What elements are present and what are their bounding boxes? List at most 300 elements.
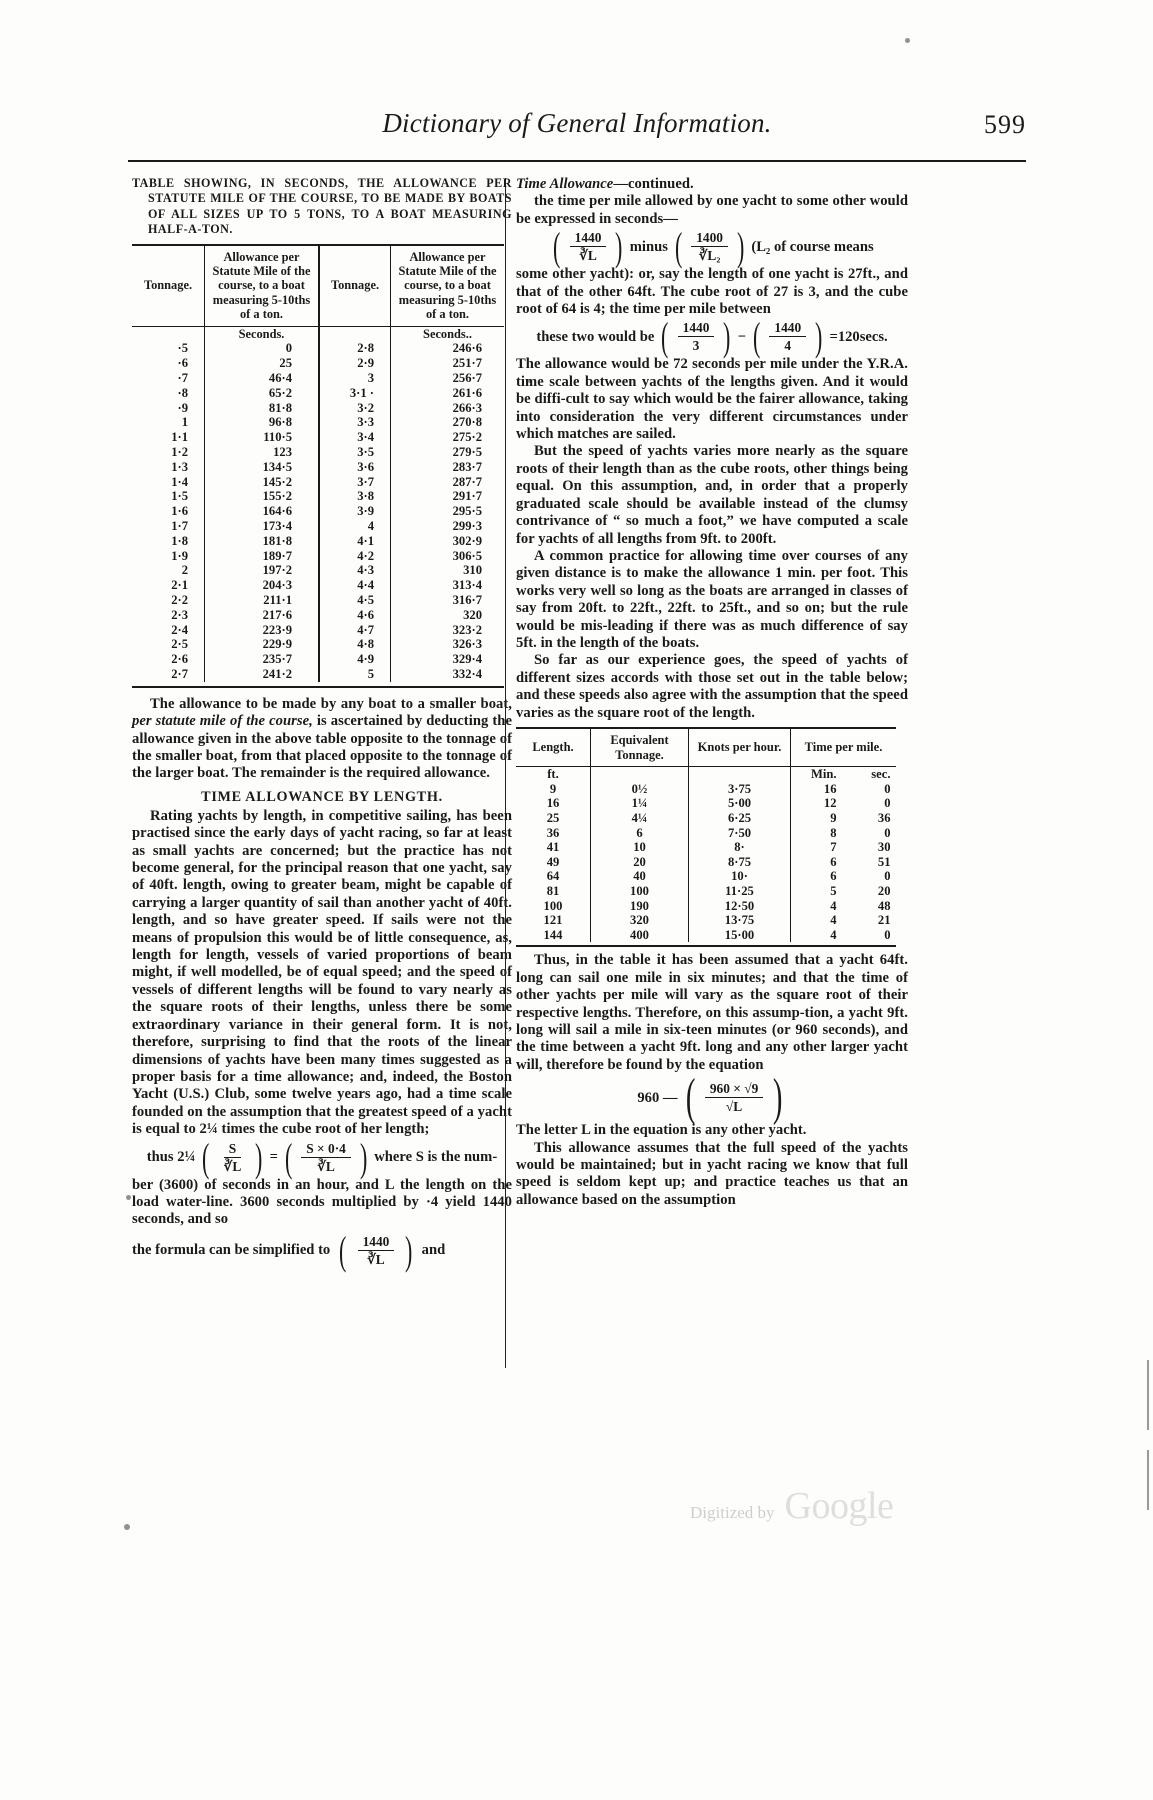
cell-tonnage-left: 1·1 — [171, 430, 188, 445]
speed-table-rule-bottom — [516, 945, 896, 947]
cell-time-minutes: 6 — [830, 854, 837, 869]
cell-tonnage-left: ·5 — [177, 341, 188, 356]
formula-cube-root-scale — [132, 1134, 512, 1180]
paragraph-time-per-mile-intro: the time per mile allowed by one yacht to some other would be expressed in seconds— — [516, 193, 908, 227]
cell-time-per-mile — [790, 913, 896, 928]
formula-tail-note: (L₂ of course means — [751, 238, 874, 255]
digitized-watermark — [690, 1484, 893, 1528]
fraction-denominator-6: 3 — [692, 338, 700, 354]
formula-simplified — [132, 1227, 512, 1273]
fraction-s-over-cbrt-l — [217, 1142, 248, 1174]
cell-allowance-right: 326·3 — [390, 637, 504, 652]
formula3-lead: 960 — — [637, 1089, 678, 1106]
cell-length: 144 — [543, 927, 563, 942]
fraction-numerator: S — [224, 1142, 241, 1158]
fraction-denominator-2: ∛L — [317, 1158, 335, 1174]
cell-time-per-mile — [790, 811, 896, 826]
cell-tonnage-left: 2·2 — [171, 593, 188, 607]
right-column — [516, 176, 908, 1209]
cell-allowance-right: 283·7 — [390, 460, 504, 475]
cell-time-seconds: 30 — [877, 840, 891, 855]
cell-allowance-left: 46·4 — [204, 371, 318, 386]
unit-seconds: sec. — [871, 767, 891, 782]
cell-allowance-right: 310 — [390, 563, 504, 578]
paren-close-icon-6: ) — [723, 314, 731, 360]
scan-artifact — [124, 1524, 130, 1530]
cell-knots: 7·50 — [688, 826, 790, 841]
table-row — [132, 356, 504, 371]
allowance-table-header-row — [132, 246, 504, 327]
cell-length: 81 — [546, 883, 560, 898]
formula-example-prefix: these two would be — [536, 328, 655, 345]
cell-knots: 8· — [688, 840, 790, 855]
formula-prefix: thus 2¼ — [146, 1149, 196, 1166]
unit-min-sec — [790, 767, 896, 782]
cell-time-per-mile — [790, 884, 896, 899]
cell-tonnage-right: 4·7 — [318, 623, 390, 638]
cell-allowance-right: 323·2 — [390, 623, 504, 638]
formula2-suffix: and — [421, 1242, 446, 1259]
units-seconds-left: Seconds. — [204, 327, 318, 342]
table-row — [132, 549, 504, 564]
cell-time-minutes: 9 — [830, 810, 837, 825]
cell-allowance-left: 217·6 — [204, 608, 318, 623]
table-row — [132, 475, 504, 490]
cell-tonnage-left: ·6 — [177, 356, 188, 371]
unit-feet: ft. — [547, 767, 559, 782]
cell-allowance-left: 25 — [204, 356, 318, 371]
cell-allowance-left: 155·2 — [204, 489, 318, 504]
cell-allowance-right: 246·6 — [390, 341, 504, 356]
table-row — [132, 430, 504, 445]
col-header-allowance-2: Allowance per Statute Mile of the course, to a boat measuring 5-10ths of a ton. — [390, 246, 504, 326]
fraction-s04-over-cbrt-l — [299, 1142, 353, 1174]
col-header-tonnage-2: Tonnage. — [318, 246, 390, 326]
cell-length: 121 — [543, 913, 563, 928]
cell-allowance-left: 110·5 — [204, 430, 318, 445]
cell-allowance-right: 291·7 — [390, 489, 504, 504]
fraction-1400-over-cbrt-l2 — [689, 231, 730, 263]
cell-allowance-left: 0 — [204, 341, 318, 356]
continued-heading-suffix: —continued. — [613, 176, 694, 192]
cell-tonnage-right: 3·5 — [318, 445, 390, 460]
table-row — [516, 913, 896, 928]
cell-knots: 11·25 — [688, 884, 790, 899]
para-part-a: The allowance to be made by any boat to a smaller boat, — [150, 695, 512, 712]
para-part-b: is ascertained by deducting the allowance given in the above table opposite to the tonnage of the smaller boat, from that placed opposite to the tonnage of the larger boat. The remainder is the required allowance. — [132, 713, 512, 782]
cell-time-per-mile — [790, 855, 896, 870]
speed-table — [516, 727, 896, 947]
paren-close-icon-8: ) — [773, 1069, 783, 1127]
table-row — [516, 899, 896, 914]
cell-tonnage-right: 4·1 — [318, 534, 390, 549]
col-header-time-per-mile: Time per mile. — [790, 729, 896, 766]
paragraph-letter-l: The letter L in the equation is any other yacht. — [516, 1122, 807, 1139]
table-row — [132, 652, 504, 667]
speed-table-units-row — [516, 767, 896, 782]
cell-allowance-right: 332·4 — [390, 667, 504, 682]
cell-time-minutes: 16 — [823, 781, 837, 796]
cell-knots: 15·00 — [688, 928, 790, 943]
table-row — [516, 796, 896, 811]
table-row — [516, 928, 896, 943]
cell-tonnage-right: 4·8 — [318, 637, 390, 652]
units-blank-1 — [132, 327, 204, 342]
cell-time-minutes: 4 — [830, 927, 837, 942]
paren-open-icon: ( — [202, 1134, 210, 1180]
table-row — [132, 578, 504, 593]
paragraph-square-roots: But the speed of yachts varies more nearly as the square roots of their length than as the cube roots, other things being equal. On this assumption, and, in order that a properly graduated scale should be available instead of the clumsy contrivance of “ so much a foot,” we have computed a scale for yachts of all lengths from 9ft. to 200ft. — [516, 443, 908, 547]
cell-tonnage-right: 4·6 — [318, 608, 390, 623]
cell-allowance-right: 266·3 — [390, 401, 504, 416]
paren-open-icon-2: ( — [284, 1134, 293, 1180]
cell-allowance-right: 270·8 — [390, 415, 504, 430]
cell-knots: 8·75 — [688, 855, 790, 870]
cell-allowance-left: 204·3 — [204, 578, 318, 593]
continued-heading — [516, 176, 908, 193]
formula2-prefix: the formula can be simplified to — [132, 1242, 331, 1259]
fraction-numerator-2: S × 0·4 — [301, 1142, 351, 1158]
cell-length: 16 — [546, 796, 560, 811]
cell-time-per-mile — [790, 899, 896, 914]
col-header-tonnage-1: Tonnage. — [143, 278, 193, 293]
cell-tonnage-right: 5 — [318, 667, 390, 682]
paragraph-allowance-explanation — [132, 696, 512, 783]
cell-allowance-left: 81·8 — [204, 401, 318, 416]
unit-minutes: Min. — [810, 767, 837, 782]
cell-time-seconds: 0 — [884, 927, 891, 942]
cell-tonnage-left: 2·4 — [171, 622, 188, 637]
cell-tonnage-left: 1·6 — [171, 504, 188, 519]
cell-allowance-right: 299·3 — [390, 519, 504, 534]
running-head — [128, 108, 1026, 139]
allowance-table — [132, 244, 504, 688]
table-caption: TABLE SHOWING, IN SECONDS, THE ALLOWANCE PER STATUTE MILE OF THE COURSE, TO BE MADE BY BOATS OF ALL SIZES UP TO 5 TONS, TO A BOAT MEASURING HALF-A-TON. — [132, 176, 512, 237]
table-row — [516, 855, 896, 870]
watermark-prefix: Digitized by — [690, 1503, 775, 1522]
cell-tonnage-right: 4·4 — [318, 578, 390, 593]
cell-tonnage: 1¼ — [590, 796, 688, 811]
cell-allowance-left: 211·1 — [204, 593, 318, 608]
cell-time-seconds: 51 — [877, 854, 891, 869]
cell-time-seconds: 0 — [884, 781, 891, 796]
formula-result: =120secs. — [829, 328, 888, 345]
cell-time-minutes: 5 — [830, 883, 837, 898]
cell-allowance-right: 320 — [390, 608, 504, 623]
cell-knots: 12·50 — [688, 899, 790, 914]
paren-close-icon-2: ) — [359, 1134, 368, 1180]
cell-length: 9 — [549, 781, 557, 796]
cell-time-minutes: 7 — [830, 840, 837, 855]
continued-heading-title: Time Allowance — [516, 176, 614, 192]
cell-allowance-left: 123 — [204, 445, 318, 460]
table-row — [132, 371, 504, 386]
formula-suffix: where S is the num- — [374, 1149, 498, 1166]
cell-time-minutes: 4 — [830, 913, 837, 928]
cell-tonnage-right: 2·9 — [318, 356, 390, 371]
cell-tonnage: 0½ — [590, 782, 688, 797]
para-italic-phrase: per statute mile of the course, — [132, 713, 313, 730]
cell-allowance-right: 261·6 — [390, 386, 504, 401]
cell-tonnage-right: 3·7 — [318, 475, 390, 490]
fraction-denominator: ∛L — [223, 1158, 242, 1174]
table-row — [132, 489, 504, 504]
fraction-1440-over-4 — [767, 321, 808, 353]
paren-open-icon-6: ( — [661, 314, 669, 360]
cell-allowance-right: 287·7 — [390, 475, 504, 490]
cell-allowance-left: 235·7 — [204, 652, 318, 667]
fraction-numerator-5: 1400 — [691, 231, 728, 247]
table-row — [516, 840, 896, 855]
fraction-denominator-4: ∛L — [579, 248, 597, 264]
cell-time-seconds: 21 — [877, 913, 891, 928]
cell-knots: 13·75 — [688, 913, 790, 928]
equals-sign: = — [269, 1149, 278, 1166]
col-header-knots-per-hour: Knots per hour. — [688, 729, 790, 766]
cell-length: 64 — [546, 869, 560, 884]
header-divider — [128, 160, 1026, 162]
fraction-numerator-6: 1440 — [678, 321, 715, 337]
cell-length: 41 — [546, 840, 560, 855]
cell-time-minutes: 12 — [823, 796, 837, 811]
cell-tonnage-left: 1·4 — [171, 474, 188, 489]
table-row — [132, 504, 504, 519]
scan-artifact — [905, 38, 910, 43]
fraction-denominator-5: ∛L₂ — [698, 248, 721, 264]
cell-length: 49 — [546, 854, 560, 869]
cell-tonnage-right: 2·8 — [318, 341, 390, 356]
body-columns — [128, 176, 1026, 1376]
cell-tonnage-left: 1·5 — [171, 489, 188, 504]
cell-tonnage-right: 3·8 — [318, 489, 390, 504]
table-row — [132, 386, 504, 401]
cell-tonnage: 190 — [590, 899, 688, 914]
left-column — [132, 176, 512, 1273]
cell-allowance-right: 329·4 — [390, 652, 504, 667]
table-row — [132, 667, 504, 682]
formula-960-equation — [516, 1069, 908, 1127]
speed-table-header-row — [516, 727, 896, 767]
cell-time-seconds: 36 — [877, 810, 891, 825]
table-row — [516, 869, 896, 884]
cell-allowance-right: 313·4 — [390, 578, 504, 593]
cell-knots: 6·25 — [688, 811, 790, 826]
fraction-denominator-7: 4 — [784, 338, 792, 354]
cell-tonnage: 6 — [590, 826, 688, 841]
paren-close-icon-7: ) — [815, 314, 823, 360]
cell-time-seconds: 0 — [884, 796, 891, 811]
table-row — [132, 460, 504, 475]
fraction-numerator-3: 1440 — [358, 1235, 395, 1251]
cell-tonnage-right: 3 — [318, 371, 390, 386]
cell-tonnage-left: 1 — [181, 415, 188, 430]
cell-tonnage-right: 4·5 — [318, 593, 390, 608]
col-header-allowance-1: Allowance per Statute Mile of the course, to a boat measuring 5-10ths of a ton. — [204, 246, 318, 326]
fraction-numerator-8: 960 × √9 — [705, 1082, 763, 1098]
cell-tonnage-right: 3·6 — [318, 460, 390, 475]
fraction-numerator-7: 1440 — [769, 321, 806, 337]
paren-open-icon-4: ( — [553, 224, 561, 270]
paragraph-seconds-in-hour: ber (3600) of seconds in an hour, and L the length on the load water-line. 3600 seconds multiplied by ·4 yield 1440 seconds, and so — [132, 1176, 512, 1228]
page-number: 599 — [984, 110, 1026, 139]
cell-allowance-right: 279·5 — [390, 445, 504, 460]
cell-time-per-mile — [790, 782, 896, 797]
table-row — [132, 563, 504, 578]
cell-tonnage-right: 4·2 — [318, 549, 390, 564]
cell-allowance-right: 251·7 — [390, 356, 504, 371]
paren-open-icon-7: ( — [753, 314, 761, 360]
formula-yra-difference — [516, 224, 908, 270]
paren-close-icon: ) — [255, 1134, 263, 1180]
table-row — [516, 884, 896, 899]
cell-allowance-right: 306·5 — [390, 549, 504, 564]
cell-tonnage: 100 — [590, 884, 688, 899]
fraction-960sqrt9-over-sqrtl — [703, 1082, 765, 1114]
fraction-1440-over-cbrt-l-2 — [568, 231, 609, 263]
table-row — [132, 623, 504, 638]
table-row — [132, 445, 504, 460]
cell-allowance-right: 256·7 — [390, 371, 504, 386]
page-title: Dictionary of General Information. — [382, 108, 772, 138]
cell-time-minutes: 8 — [830, 825, 837, 840]
paragraph-rating-yachts: Rating yachts by length, in competitive sailing, has been practised since the early days of yacht racing, so far at least as small yachts are concerned; but the practice has not become general, for the principal reason that one yacht, say of 40ft. length, owing to greater beam, might be capable of carrying a larger quantity of sail than another yacht of 40ft. length, and so have greater speed. If sails were not the means of propulsion this would be of little consequence, as, length for length, vessels of varied proportions of beam might, if well modelled, be of equal speed; and the speed of vessels of different lengths will be found to vary nearly as the square roots of their lengths, unless there be some extraordinary variance in their general form. It is not, therefore, surprising to find that the roots of the linear dimensions of yachts have been many times suggested as a proper basis for a time allowance; and, indeed, the Boston Yacht (U.S.) Club, some twelve years ago, had a time scale founded on the assumption that the greatest speed of a yacht is equal to 2¼ times the cube root of her length; — [132, 807, 512, 1138]
cell-allowance-left: 189·7 — [204, 549, 318, 564]
cell-knots: 5·00 — [688, 796, 790, 811]
cell-time-per-mile — [790, 869, 896, 884]
cell-time-per-mile — [790, 826, 896, 841]
cell-knots: 10· — [688, 869, 790, 884]
cell-time-seconds: 0 — [884, 825, 891, 840]
cell-time-seconds: 0 — [884, 869, 891, 884]
table-row — [516, 826, 896, 841]
cell-allowance-left: 223·9 — [204, 623, 318, 638]
paren-open-icon-3: ( — [339, 1227, 347, 1273]
cell-knots: 3·75 — [688, 782, 790, 797]
table-row — [132, 593, 504, 608]
paragraph-yra-time-scale: The allowance would be 72 seconds per mile under the Y.R.A. time scale between yachts of the lengths given. And it would be diffi-cult to say which would be the fairer allowance, taking into consideration the very different circumstances under which matches are sailed. — [516, 356, 908, 443]
cell-allowance-left: 181·8 — [204, 534, 318, 549]
cell-allowance-left: 197·2 — [204, 563, 318, 578]
cell-tonnage-right: 3·9 — [318, 504, 390, 519]
cell-tonnage-left: 2·7 — [171, 666, 188, 681]
table-row — [132, 534, 504, 549]
cell-tonnage-right: 3·4 — [318, 430, 390, 445]
cell-tonnage: 320 — [590, 913, 688, 928]
col-header-equivalent-tonnage: Equivalent Tonnage. — [590, 729, 688, 766]
unit-blank-2 — [688, 767, 790, 782]
fraction-denominator-8: √L — [725, 1099, 743, 1115]
cell-tonnage-right: 4 — [318, 519, 390, 534]
watermark-brand: Google — [784, 1485, 894, 1527]
fraction-denominator-3: ∛L — [367, 1251, 385, 1267]
units-seconds-right: Seconds.. — [390, 327, 504, 342]
cell-tonnage: 40 — [590, 869, 688, 884]
cell-length: 100 — [543, 898, 563, 913]
cell-allowance-left: 145·2 — [204, 475, 318, 490]
unit-blank-1 — [590, 767, 688, 782]
units-row — [132, 327, 504, 342]
paragraph-experience: So far as our experience goes, the speed of yachts of different sizes accords with those set out in the table below; and these speeds also agree with the assumption that the speed varies as the square root of the length. — [516, 652, 908, 721]
cell-tonnage-left: ·9 — [177, 400, 188, 415]
paragraph-assumption-64ft: Thus, in the table it has been assumed that a yacht 64ft. long can sail one mile in six minutes; and that the time of other yachts per mile will vary as the square root of their respective lengths. Therefore, on this assump-tion, a yacht 9ft. long will sail a mile in six-teen minutes (or 960 seconds), and the time between a yacht 9ft. long and any other larger yacht will, therefore be found by the equation — [516, 952, 908, 1073]
cell-tonnage-left: 2·6 — [171, 652, 188, 667]
table-row — [132, 401, 504, 416]
cell-tonnage-left: 2·5 — [171, 637, 188, 652]
cell-tonnage-left: ·8 — [177, 385, 188, 400]
section-heading-time-allowance-by-length: TIME ALLOWANCE BY LENGTH. — [201, 788, 443, 805]
cell-length: 36 — [546, 825, 560, 840]
paragraph-cube-root-example: some other yacht): or, say the length of one yacht is 27ft., and that of the other 64ft. The cube root of 27 is 3, and the cube root of 64 is 4; the time per mile between — [516, 266, 908, 318]
allowance-table-body — [132, 327, 504, 682]
cell-tonnage-left: 2 — [181, 563, 188, 578]
cell-tonnage-left: 1·3 — [171, 459, 188, 474]
minus-sign: − — [737, 328, 747, 345]
cell-tonnage: 20 — [590, 855, 688, 870]
cell-tonnage-right: 3·1 · — [318, 386, 390, 401]
fraction-1440-over-3 — [676, 321, 717, 353]
fraction-1440-over-cbrt-l — [356, 1235, 397, 1267]
cell-tonnage: 400 — [590, 928, 688, 943]
cell-allowance-right: 295·5 — [390, 504, 504, 519]
table-row — [132, 519, 504, 534]
cell-allowance-left: 229·9 — [204, 637, 318, 652]
cell-allowance-left: 65·2 — [204, 386, 318, 401]
cell-tonnage: 4¼ — [590, 811, 688, 826]
cell-tonnage-right: 3·3 — [318, 415, 390, 430]
paren-open-icon-8: ( — [685, 1069, 695, 1127]
cell-tonnage-left: 1·2 — [171, 445, 188, 460]
cell-time-per-mile — [790, 928, 896, 943]
formula-120-secs — [516, 314, 908, 360]
table-row — [132, 637, 504, 652]
table-row — [132, 415, 504, 430]
cell-allowance-left: 164·6 — [204, 504, 318, 519]
cell-allowance-left: 134·5 — [204, 460, 318, 475]
table-row — [132, 341, 504, 356]
cell-allowance-left: 241·2 — [204, 667, 318, 682]
cell-allowance-left: 173·4 — [204, 519, 318, 534]
col-header-length: Length. — [532, 740, 574, 755]
cell-time-seconds: 48 — [877, 898, 891, 913]
cell-tonnage-left: 2·3 — [171, 607, 188, 622]
cell-allowance-right: 302·9 — [390, 534, 504, 549]
paren-close-icon-3: ) — [405, 1227, 413, 1273]
cell-time-seconds: 20 — [877, 883, 891, 898]
cell-tonnage-left: ·7 — [177, 371, 188, 386]
table-row — [516, 782, 896, 797]
cell-tonnage: 10 — [590, 840, 688, 855]
paren-close-icon-5: ) — [736, 224, 745, 270]
minus-word: minus — [629, 238, 668, 255]
cell-time-minutes: 6 — [830, 869, 837, 884]
cell-tonnage-right: 4·9 — [318, 652, 390, 667]
cell-tonnage-right: 4·3 — [318, 563, 390, 578]
cell-tonnage-right: 3·2 — [318, 401, 390, 416]
paragraph-common-practice: A common practice for allowing time over courses of any given distance is to make the allowance 1 min. per foot. This works very well so long as the boats are arranged in classes of say from 20ft. to 22ft., 22ft. to 25ft., and so on; but the rule would be mis-leading if there was as much difference of say 5ft. in the length of the boats. — [516, 547, 908, 651]
paragraph-full-speed: This allowance assumes that the full speed of the yachts would be maintained; but in yacht racing we know that full speed is seldom kept up; and practice teaches us that an allowance based on the assumption — [516, 1139, 908, 1208]
cell-allowance-left: 96·8 — [204, 415, 318, 430]
cell-tonnage-left: 2·1 — [171, 578, 188, 593]
cell-time-per-mile — [790, 840, 896, 855]
table-row — [132, 608, 504, 623]
paren-close-icon-4: ) — [615, 224, 623, 270]
fraction-numerator-4: 1440 — [570, 231, 607, 247]
cell-tonnage-left: 1·9 — [171, 548, 188, 563]
units-blank-2 — [318, 327, 390, 342]
cell-allowance-right: 275·2 — [390, 430, 504, 445]
cell-tonnage-left: 1·7 — [171, 519, 188, 534]
cell-tonnage-left: 1·8 — [171, 533, 188, 548]
